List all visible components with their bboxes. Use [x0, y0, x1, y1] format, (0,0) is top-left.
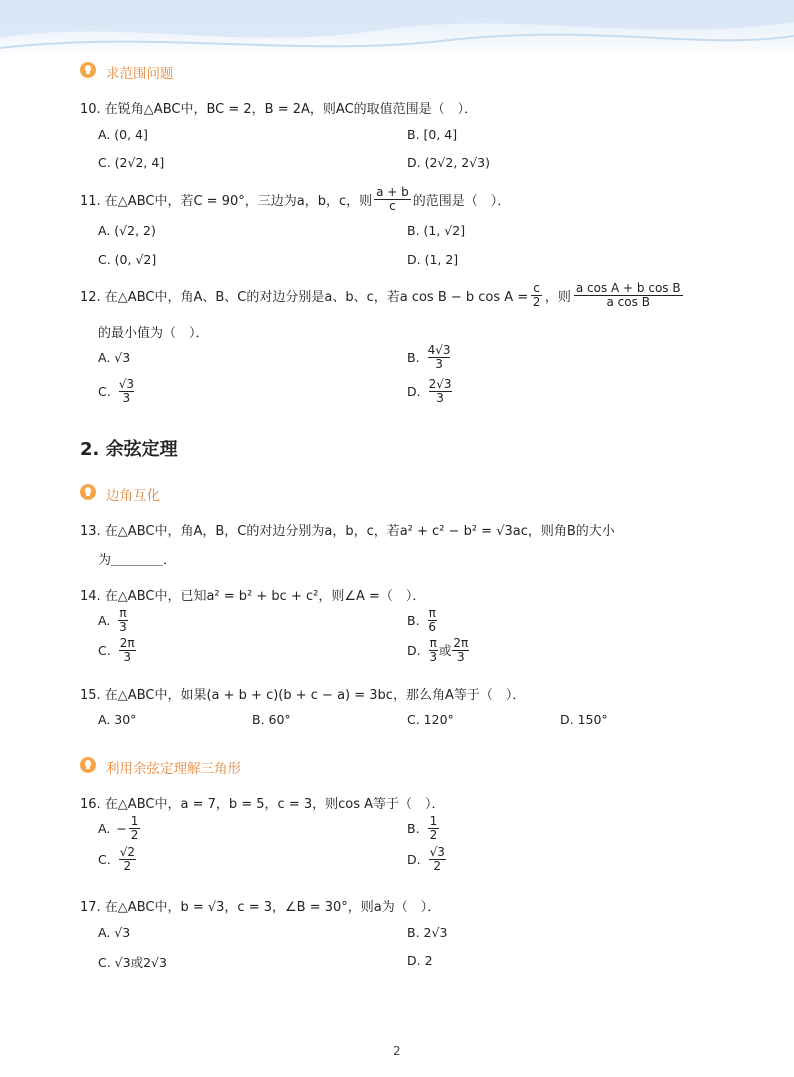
q11-text-post: 的范围是（ ）． — [412, 194, 511, 210]
q11-fraction — [374, 186, 411, 213]
q15-option-b: B. 60° — [252, 712, 291, 727]
q14-option-c-num: 2π — [119, 636, 135, 650]
question-10: 10. 在锐角△ABC中，BC = 2，B = 2A，则AC的取值范围是（ ）． — [80, 102, 478, 117]
lightbulb-icon — [80, 484, 96, 500]
q14-option-b-label: B. — [407, 612, 420, 628]
q12-option-b-fraction — [428, 344, 451, 370]
q16-option-c-den: 2 — [123, 858, 132, 873]
q12-frac2-den: a cos B — [606, 295, 650, 310]
q10-option-c: C. (2√2, 4] — [98, 155, 165, 170]
q14-option-d — [407, 637, 469, 663]
q16-option-c-num: √2 — [119, 845, 135, 859]
q17-option-d: D. 2 — [407, 953, 433, 968]
q12-option-c-den: 3 — [122, 390, 131, 405]
q12-option-c-fraction — [119, 378, 134, 404]
q11-frac-den: c — [389, 199, 396, 214]
q16-option-b — [407, 815, 439, 841]
lightbulb-icon — [80, 757, 96, 773]
q11-option-b: B. (1, √2] — [407, 223, 466, 238]
section-title-law-of-cosines: 利用余弦定理解三角形 — [106, 761, 241, 777]
q14-option-c-label: C. — [98, 642, 111, 658]
q14-option-a-fraction — [118, 607, 127, 633]
section-heading: 2. 余弦定理 — [80, 439, 178, 460]
q12-frac2-num: a cos A + b cos B — [575, 281, 681, 295]
q17-option-a: A. √3 — [98, 925, 131, 940]
q16-option-d-fraction — [429, 846, 446, 872]
q10-option-b: B. [0, 4] — [407, 127, 458, 142]
page-number: 2 — [393, 1044, 401, 1058]
q12-frac1-den: 2 — [532, 295, 541, 310]
q12-fraction-2 — [574, 282, 683, 309]
q12-option-d-fraction — [429, 378, 452, 404]
q16-option-b-label: B. — [407, 820, 420, 836]
q15-option-d: D. 150° — [560, 712, 608, 727]
q12-fraction-1 — [531, 282, 542, 309]
q14-option-a-num: π — [119, 606, 127, 620]
q16-option-a-sign: − — [116, 820, 127, 836]
q16-option-d-den: 2 — [433, 858, 442, 873]
q16-option-b-num: 1 — [429, 814, 438, 828]
q16-option-a-den: 2 — [130, 827, 139, 842]
q16-option-a-num: 1 — [130, 814, 139, 828]
q14-option-a — [98, 607, 128, 633]
header-band — [0, 0, 794, 58]
q15-option-a: A. 30° — [98, 712, 137, 727]
question-13: 13. 在△ABC中，角A，B，C的对边分别为a，b，c，若a² + c² − b² = √3ac，则角B的大小 — [80, 524, 615, 539]
q13-line-2: 为＿＿＿＿． — [98, 553, 177, 568]
q12-line-2: 的最小值为（ ）． — [98, 326, 209, 341]
q17-option-b: B. 2√3 — [407, 925, 448, 940]
q12-option-b-num: 4√3 — [427, 343, 451, 357]
q12-option-b-label: B. — [407, 349, 420, 365]
q14-option-d-fraction-1 — [429, 637, 438, 663]
q11-text-pre: 11. 在△ABC中，若C = 90°，三边为a，b，c，则 — [80, 194, 373, 210]
question-15: 15. 在△ABC中，如果(a + b + c)(b + c − a) = 3bc，那么角A等于（ ）． — [80, 688, 526, 703]
q16-option-b-den: 2 — [429, 827, 438, 842]
q16-option-d-num: √3 — [429, 845, 445, 859]
q14-option-d-fraction-2 — [452, 637, 469, 663]
q12-option-b-den: 3 — [435, 356, 443, 371]
question-16: 16. 在△ABC中，a = 7，b = 5，c = 3，则cos A等于（ ）． — [80, 797, 445, 812]
q16-option-d — [407, 846, 446, 872]
q12-option-c — [98, 378, 134, 404]
question-14: 14. 在△ABC中，已知a² = b² + bc + c²，则∠A =（ ）． — [80, 589, 426, 604]
q14-option-b-num: π — [428, 606, 436, 620]
q14-option-c — [98, 637, 136, 663]
q14-option-c-fraction — [119, 637, 136, 663]
q12-option-d-num: 2√3 — [428, 377, 452, 391]
q14-option-d-label: D. — [407, 642, 421, 658]
wave-decoration — [0, 0, 794, 58]
q15-option-c: C. 120° — [407, 712, 454, 727]
q12-option-c-num: √3 — [118, 377, 134, 391]
q12-option-b — [407, 344, 450, 370]
q16-option-a — [98, 815, 140, 841]
q12-option-d-label: D. — [407, 383, 421, 399]
q14-option-d-or: 或 — [438, 643, 452, 659]
question-11 — [80, 186, 510, 213]
q14-option-c-den: 3 — [123, 649, 131, 664]
q12-text-mid: ，则 — [544, 290, 571, 306]
section-title-side-angle: 边角互化 — [106, 488, 160, 504]
q10-option-d: D. (2√2, 2√3) — [407, 155, 491, 170]
q10-option-a: A. (0, 4] — [98, 127, 148, 142]
q16-option-c-label: C. — [98, 851, 111, 867]
q14-option-d-den-1: 3 — [429, 649, 438, 664]
q14-option-d-den-2: 3 — [456, 649, 465, 664]
q16-option-a-label: A. — [98, 820, 111, 836]
q11-option-a: A. (√2, 2) — [98, 223, 156, 238]
q11-frac-num: a + b — [376, 185, 409, 199]
q14-option-a-label: A. — [98, 612, 111, 628]
section-title-range: 求范围问题 — [106, 66, 174, 82]
q14-option-d-num-1: π — [429, 636, 437, 650]
q16-option-c-fraction — [119, 846, 136, 872]
q12-option-d-den: 3 — [436, 390, 444, 405]
lightbulb-icon — [80, 62, 96, 78]
q14-option-a-den: 3 — [119, 619, 127, 634]
q12-option-c-label: C. — [98, 383, 111, 399]
q16-option-a-fraction — [129, 815, 141, 841]
q11-option-c: C. (0, √2] — [98, 252, 157, 267]
q14-option-d-num-2: 2π — [453, 636, 469, 650]
q12-frac1-num: c — [533, 281, 540, 295]
q16-option-d-label: D. — [407, 851, 421, 867]
q11-option-d: D. (1, 2] — [407, 252, 459, 267]
q16-option-b-fraction — [428, 815, 440, 841]
q14-option-b — [407, 607, 437, 633]
question-17: 17. 在△ABC中，b = √3，c = 3，∠B = 30°，则a为（ ）． — [80, 900, 441, 915]
q14-option-b-fraction — [428, 607, 437, 633]
question-12 — [80, 282, 686, 309]
q14-option-b-den: 6 — [428, 619, 436, 634]
q12-option-a: A. √3 — [98, 350, 131, 365]
q16-option-c — [98, 846, 136, 872]
q12-text-pre: 12. 在△ABC中，角A、B、C的对边分别是a、b、c，若a cos B − b cos A = — [80, 290, 529, 306]
q12-option-d — [407, 378, 452, 404]
q17-option-c: C. √3或2√3 — [98, 955, 167, 970]
